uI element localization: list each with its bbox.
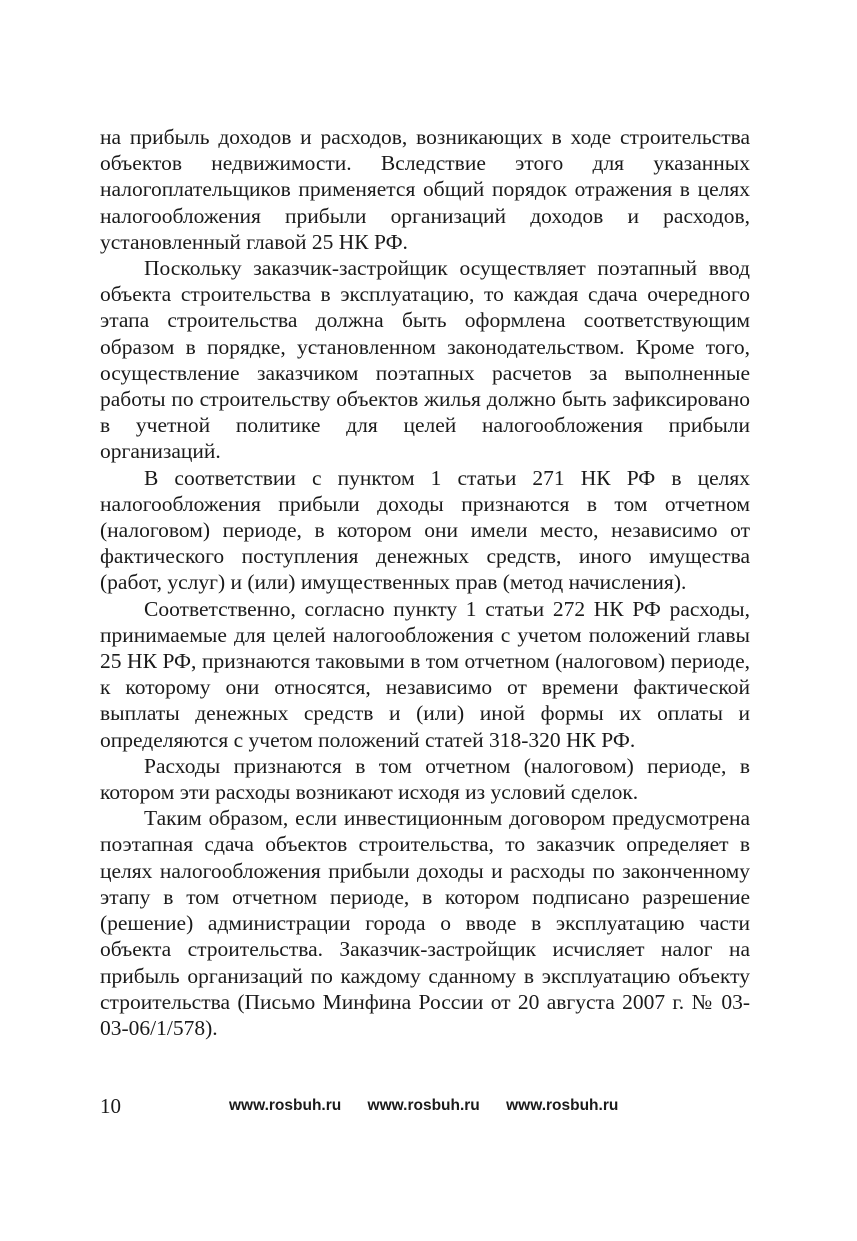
footer-link[interactable]: www.rosbuh.ru [229,1097,342,1114]
paragraph: Поскольку заказчик-застройщик осуществляет поэтапный ввод объекта строительства в эксплуатацию, то каждая сдача очередного этапа строительства должна быть оформлена соответствующим образом в порядке, установленном законодательством. Кроме того, осуществление заказчиком поэтапных расчетов за выполненные работы по строительству объектов жилья должно быть зафиксировано в учетной политике для целей налогообложения прибыли организаций. [100,256,750,464]
page-body [100,124,750,1041]
paragraph-continuation: на прибыль доходов и расходов, возникающих в ходе строительства объектов недвижимости. Вследствие этого для указанных налогоплательщиков применяется общий порядок отражения в целях налогообложения прибыли организаций доходов и расходов, установленный главой 25 НК РФ. [100,125,750,254]
footer-links [229,1095,640,1117]
paragraph: Таким образом, если инвестиционным договором предусмотрена поэтапная сдача объектов строительства, то заказчик определяет в целях налогообложения прибыли доходы и расходы по законченному этапу в том отчетном периоде, в котором подписано разрешение (решение) администрации города о вводе в эксплуатацию части объекта строительства. Заказчик-застройщик исчисляет налог на прибыль организаций по каждому сданному в эксплуатацию объекту строительства (Письмо Минфина России от 20 августа 2007 г. № 03-03-06/1/578). [100,806,750,1040]
paragraph: Соответственно, согласно пункту 1 статьи 272 НК РФ расходы, принимаемые для целей налогообложения с учетом положений главы 25 НК РФ, признаются таковыми в том отчетном (налоговом) периоде, к которому они относятся, независимо от времени фактической выплаты денежных средств и (или) иной формы их оплаты и определяются с учетом положений статей 318-320 НК РФ. [100,596,750,752]
page-number: 10 [100,1094,121,1118]
paragraph: Расходы признаются в том отчетном (налоговом) периоде, в котором эти расходы возникают исходя из условий сделок. [100,753,750,805]
paragraph: В соответствии с пунктом 1 статьи 271 НК РФ в целях налогообложения прибыли доходы признаются в том отчетном (налоговом) периоде, в котором они имели место, независимо от фактического поступления денежных средств, иного имущества (работ, услуг) и (или) имущественных прав (метод начисления). [100,465,750,595]
footer-link[interactable]: www.rosbuh.ru [506,1097,619,1114]
footer-link[interactable]: www.rosbuh.ru [367,1097,480,1114]
page-footer [100,1093,750,1123]
